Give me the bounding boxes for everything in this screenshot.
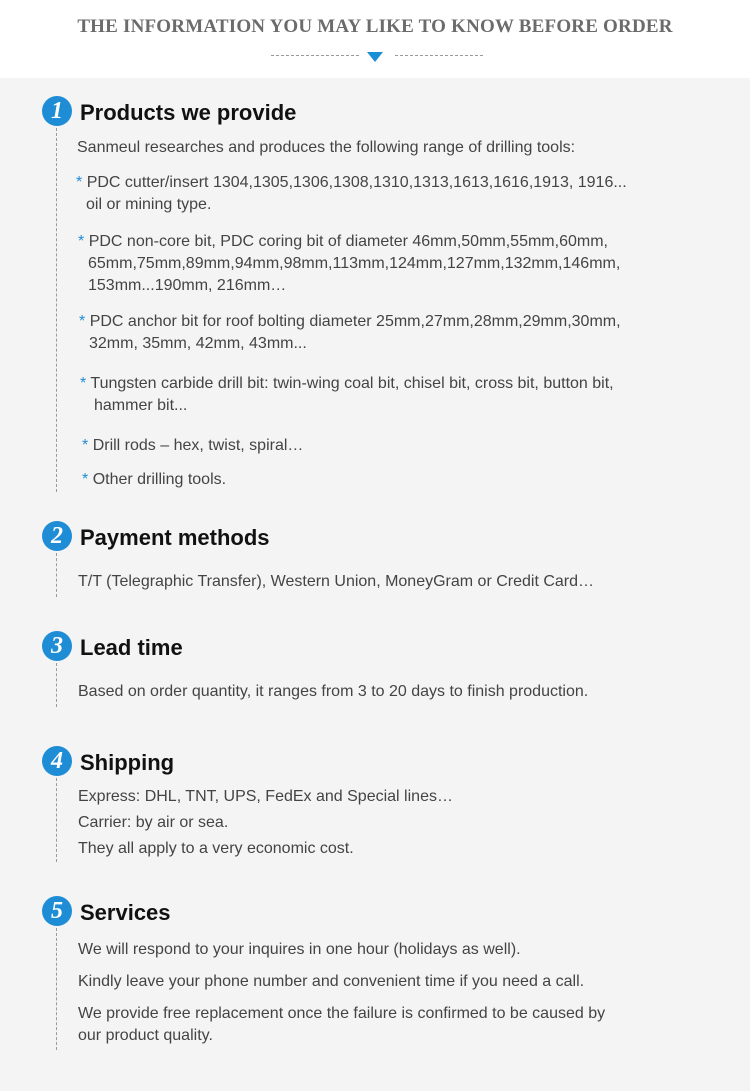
services-line: Kindly leave your phone number and convenient time if you need a call. — [78, 973, 585, 990]
number-5-icon: 5 — [42, 896, 72, 926]
list-item-cont: oil or mining type. — [86, 196, 212, 213]
shipping-line: Carrier: by air or sea. — [78, 814, 229, 831]
list-item: * PDC cutter/insert 1304,1305,1306,1308,1310,1313,1613,1616,1913, 1916... — [76, 174, 627, 191]
services-line: our product quality. — [78, 1027, 213, 1044]
section-title-payment: Payment methods — [80, 525, 270, 550]
list-item-cont: 65mm,75mm,89mm,94mm,98mm,113mm,124mm,127mm,132mm,146mm, — [88, 255, 621, 272]
section-title-products: Products we provide — [80, 100, 297, 125]
number-3-icon: 3 — [42, 631, 72, 661]
header-title: THE INFORMATION YOU MAY LIKE TO KNOW BEFORE ORDER — [77, 16, 673, 37]
page-header — [0, 0, 750, 78]
lead-time-text: Based on order quantity, it ranges from 3 to 20 days to finish production. — [78, 683, 589, 700]
list-item: * Tungsten carbide drill bit: twin-wing coal bit, chisel bit, cross bit, button bit, — [80, 375, 614, 392]
section-divider-line — [56, 128, 57, 492]
services-line: We will respond to your inquires in one hour (holidays as well). — [78, 941, 521, 958]
payment-text: T/T (Telegraphic Transfer), Western Union, MoneyGram or Credit Card… — [78, 573, 595, 590]
section-title-lead-time: Lead time — [80, 635, 183, 660]
shipping-line: Express: DHL, TNT, UPS, FedEx and Special lines… — [78, 788, 453, 805]
section-divider-line — [56, 553, 57, 597]
section-title-shipping: Shipping — [80, 750, 175, 775]
down-triangle-icon — [367, 52, 383, 62]
number-1-icon: 1 — [42, 96, 72, 126]
products-intro: Sanmeul researches and produces the following range of drilling tools: — [77, 139, 576, 156]
list-item: * Other drilling tools. — [82, 471, 227, 488]
services-line: We provide free replacement once the failure is confirmed to be caused by — [78, 1005, 606, 1022]
header-dash-right — [395, 55, 483, 56]
number-4-icon: 4 — [42, 746, 72, 776]
shipping-line: They all apply to a very economic cost. — [78, 840, 354, 857]
section-title-services: Services — [80, 900, 171, 925]
list-item-cont: hammer bit... — [94, 397, 188, 414]
header-dash-left — [271, 55, 359, 56]
list-item: * Drill rods – hex, twist, spiral… — [82, 437, 304, 454]
number-2-icon: 2 — [42, 521, 72, 551]
section-divider-line — [56, 778, 57, 862]
list-item-cont: 32mm, 35mm, 42mm, 43mm... — [89, 335, 307, 352]
list-item-cont: 153mm...190mm, 216mm… — [88, 277, 287, 294]
section-divider-line — [56, 928, 57, 1050]
list-item: * PDC non-core bit, PDC coring bit of diameter 46mm,50mm,55mm,60mm, — [78, 233, 608, 250]
section-divider-line — [56, 663, 57, 707]
list-item: * PDC anchor bit for roof bolting diameter 25mm,27mm,28mm,29mm,30mm, — [79, 313, 621, 330]
